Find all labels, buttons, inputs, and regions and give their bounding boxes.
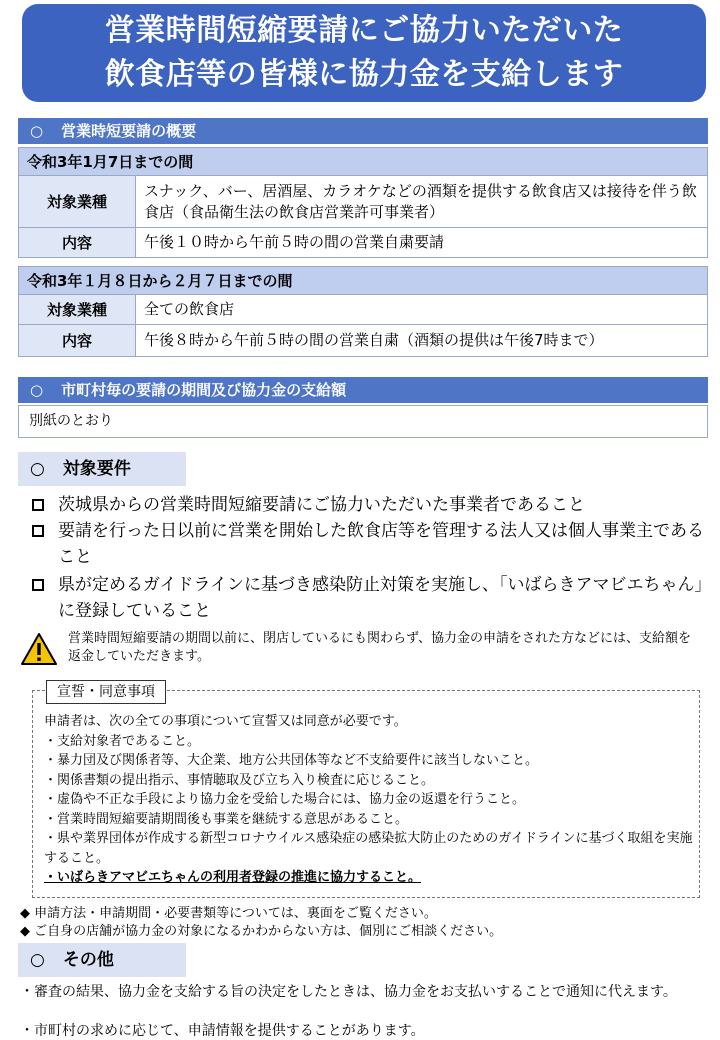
requirement-item: 県が定めるガイドラインに基づき感染防止対策を実施し、「いばらきアマビエちゃん」に登録していること — [32, 572, 704, 624]
period-2-target-row — [19, 295, 708, 325]
oath-emphasis-item: ・いばらきアマビエちゃんの利用者登録の推進に協力すること。 — [44, 870, 422, 885]
requirement-item: 茨城県からの営業時間短縮要請にご協力いただいた事業者であること — [32, 492, 704, 518]
other-item: ・審査の結果、協力金を支給する旨の決定をしたときは、協力金をお支払いすることで通知に代えます。 — [20, 984, 677, 1000]
checkbox-square-icon — [32, 525, 44, 537]
overview-table — [18, 147, 708, 258]
period-1-row — [19, 148, 708, 176]
requirements-header: ○ 対象要件 — [18, 452, 186, 486]
target-value: スナック、バー、居酒屋、カラオケなどの酒類を提供する飲食店又は接待を伴う飲食店（食品衛生法の飲食店営業許可事業者） — [136, 176, 708, 228]
other-item: ・市町村の求めに応じて、申請情報を提供することがあります。 — [20, 1023, 425, 1039]
municipal-note: 別紙のとおり — [18, 405, 708, 438]
checkbox-square-icon — [32, 579, 44, 591]
content-label: 内容 — [19, 228, 136, 258]
oath-label: 宣誓・同意事項 — [46, 680, 166, 704]
warning-text: 営業時間短縮要請の期間以前に、閉店しているにも関わらず、協力金の申請をされた方などには、支給額を返金していただきます。 — [68, 631, 691, 664]
content-value: 午後８時から午前５時の間の営業自粛（酒類の提供は午後7時まで） — [136, 325, 708, 357]
content-label: 内容 — [19, 325, 136, 357]
overview-header: ○ 営業時短要請の概要 — [18, 118, 708, 144]
overview-table-2 — [18, 266, 708, 357]
note-consult: ◆ ご自身の店舗が協力金の対象になるかわからない方は、個別にご相談ください。 — [20, 924, 503, 939]
other-header: ○ その他 — [18, 943, 186, 977]
period-1-heading: 令和3年1月7日までの間 — [19, 148, 708, 176]
title-line-2: 飲食店等の皆様に協力金を支給します — [104, 57, 624, 92]
oath-intro: 申請者は、次の全ての事項について宣誓又は同意が必要です。 — [44, 714, 407, 729]
oath-item: ・支給対象者であること。 — [44, 733, 201, 749]
period-1-content-row — [19, 228, 708, 258]
target-label: 対象業種 — [19, 295, 136, 325]
title-line-1: 営業時間短縮要請にご協力いただいた — [104, 13, 624, 48]
period-2-row — [19, 267, 708, 295]
target-label: 対象業種 — [19, 176, 136, 228]
oath-item: ・県や業界団体が作成する新型コロナウイルス感染症の感染拡大防止のためのガイドラインに基づく取組を実施すること。 — [44, 831, 693, 866]
oath-list — [44, 712, 700, 888]
period-1-target-row — [19, 176, 708, 228]
page-title — [22, 4, 706, 102]
municipal-header: ○ 市町村毎の要請の期間及び協力金の支給額 — [18, 377, 708, 403]
target-value: 全ての飲食店 — [136, 295, 708, 325]
oath-item: ・虚偽や不正な手段により協力金を受給した場合には、協力金の返還を行うこと。 — [44, 792, 526, 807]
oath-item: ・営業時間短縮要請期間後も事業を継続する意思があること。 — [44, 811, 409, 827]
circle-icon: ○ — [30, 459, 45, 479]
circle-icon: ○ — [30, 122, 44, 140]
circle-icon: ○ — [30, 950, 45, 970]
warning-note — [20, 630, 700, 672]
period-2-heading: 令和3年１月８日から２月７日までの間 — [19, 267, 708, 295]
period-2-content-row — [19, 325, 708, 357]
note-application: ◆ 申請方法・申請期間・必要書類等については、裏面をご覧ください。 — [20, 906, 437, 921]
oath-item: ・暴力団及び関係者等、大企業、地方公共団体等など不支給要件に該当しないこと。 — [44, 753, 539, 768]
oath-item: ・関係書類の提出指示、事情聴取及び立ち入り検査に応じること。 — [44, 772, 435, 788]
checkbox-square-icon — [32, 499, 44, 511]
circle-icon: ○ — [30, 381, 44, 399]
content-value: 午後１０時から午前５時の間の営業自粛要請 — [136, 228, 708, 258]
warning-icon — [20, 632, 58, 666]
requirement-item: 要請を行った日以前に営業を開始した飲食店等を管理する法人又は個人事業主であること — [32, 518, 704, 570]
